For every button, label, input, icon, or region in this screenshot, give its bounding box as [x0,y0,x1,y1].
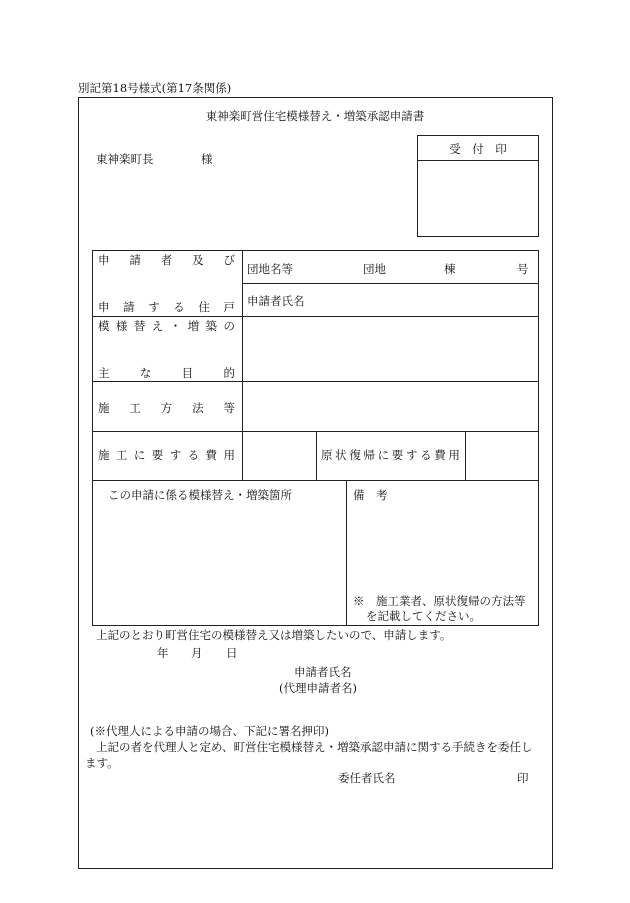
label-purpose-line2: 主 な 目 的 [98,366,235,380]
row-divider [92,381,539,382]
label-purpose-line1: 模 様 替 え ・ 増 築 の [98,319,235,333]
agent-signature-label: (代理申請者名) [279,681,357,695]
column-divider [346,480,347,626]
form-reference: 別記第18号様式(第17条関係) [78,81,232,95]
date-month: 月 [191,646,203,660]
danchi-label: 団地名等 [247,262,293,276]
date-day: 日 [226,646,238,660]
form-title [0,108,630,124]
applicant-name-label: 申請者氏名 [247,294,305,308]
remarks-note-line1: ※ 施工業者、原状復帰の方法等 [353,594,526,608]
label-construction-cost: 施 工 に 要 す る 費 用 [98,448,235,462]
row-divider [92,316,539,317]
row-divider [92,480,539,481]
addressee: 東神楽町長 [96,152,154,166]
label-applicant-line2: 申 請 す る 住 戸 [98,300,235,314]
application-statement: 上記のとおり町営住宅の模様替え又は増築したいので、申請します。 [96,628,452,642]
danchi-suffix: 団地 [363,262,386,276]
label-construction-method: 施 工 方 法 等 [98,401,235,415]
building-label: 棟 [444,262,456,276]
column-divider [465,431,466,480]
column-divider [316,431,317,480]
form-title-text: 東神楽町営住宅模様替え・増築承認申請書 [205,109,425,123]
stamp-box-label: 受 付 印 [449,142,507,156]
proxy-note: (※代理人による申請の場合、下記に署名押印) [90,724,329,738]
date-year: 年 [157,646,169,660]
unit-label: 号 [517,262,529,276]
label-applicant-line1: 申 請 者 及 び [98,253,235,267]
column-divider [242,250,243,480]
proxy-text-line2: ます。 [85,756,119,770]
label-modification-location: この申請に係る模様替え・増築箇所 [108,488,292,502]
label-restoration-cost: 原 状 復 帰 に 要 す る 費 用 [321,448,460,462]
row-divider [242,283,539,284]
remarks-note-line2: を記載してください。 [366,609,481,623]
stamp-box-divider [417,160,539,161]
delegator-name-label: 委任者氏名 [338,771,396,785]
seal-mark: 印 [517,771,529,785]
proxy-text-line1: 上記の者を代理人と定め、町営住宅模様替え・増築承認申請に関する手続きを委任し [96,740,533,754]
applicant-signature-label: 申請者氏名 [294,665,352,679]
label-remarks: 備 考 [353,488,388,502]
honorific: 様 [201,152,213,166]
